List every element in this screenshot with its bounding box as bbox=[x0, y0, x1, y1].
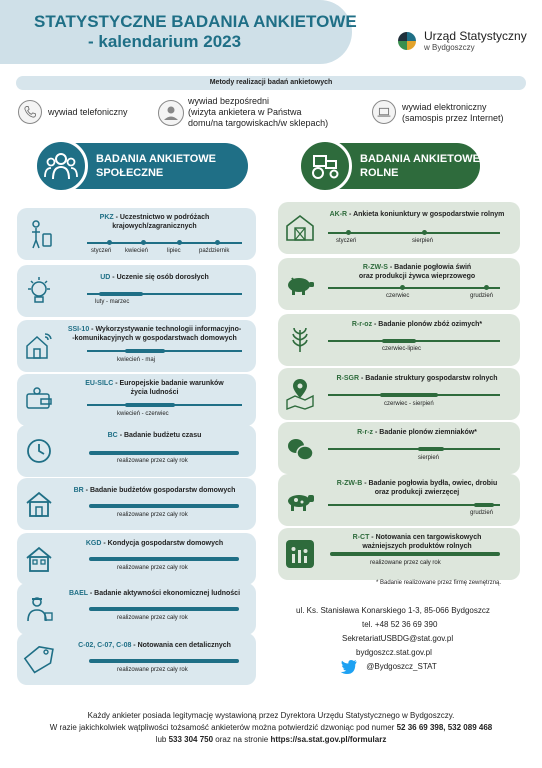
timeline-label: lipiec bbox=[167, 248, 181, 254]
title-line2: - kalendarium 2023 bbox=[88, 32, 242, 51]
survey-code: AK-R bbox=[329, 211, 348, 218]
contact-block bbox=[296, 604, 490, 660]
map-pin-icon bbox=[284, 378, 316, 410]
timeline-label: kwiecień - czerwiec bbox=[117, 411, 169, 417]
timeline-label: realizowane przez cały rok bbox=[117, 512, 188, 518]
survey-title-2: oraz produkcji zwierzęcej bbox=[374, 489, 460, 496]
timeline-period bbox=[418, 447, 444, 451]
wallet-icon bbox=[23, 384, 55, 416]
timeline-label: czerwiec - sierpień bbox=[384, 401, 434, 407]
cow-icon bbox=[284, 484, 316, 516]
survey-card-eusilc[interactable] bbox=[17, 374, 256, 426]
footer-verify-link[interactable]: https://sa.stat.gov.pl/formularz bbox=[270, 735, 387, 744]
survey-title-2: ważniejszych produktów rolnych bbox=[362, 543, 472, 550]
survey-code: SSI-10 bbox=[67, 326, 90, 333]
survey-code: R-ZW-S bbox=[362, 264, 388, 271]
survey-card-rzws[interactable] bbox=[278, 258, 520, 310]
survey-card-akr[interactable] bbox=[278, 202, 520, 254]
timeline-label: październik bbox=[199, 248, 230, 254]
clock-icon bbox=[23, 435, 55, 467]
survey-title: - Uczestnictwo w podróżach bbox=[113, 214, 210, 221]
survey-title-2: życia ludności bbox=[130, 389, 179, 396]
timeline-dot bbox=[177, 240, 182, 245]
survey-card-br[interactable] bbox=[17, 478, 256, 530]
method-direct-line3: domu/na targowiskach/w sklepach) bbox=[188, 118, 329, 128]
contact-phone[interactable]: tel. +48 52 36 69 390 bbox=[362, 620, 438, 629]
timeline-label: kwiecień bbox=[125, 248, 149, 254]
timeline-dot bbox=[215, 240, 220, 245]
footer-line3a: lub bbox=[155, 735, 169, 744]
wheat-icon bbox=[284, 324, 316, 356]
worker-icon bbox=[23, 593, 55, 625]
timeline-period bbox=[474, 503, 494, 507]
title-line1: STATYSTYCZNE BADANIA ANKIETOWE bbox=[34, 12, 357, 31]
method-direct-line1: wywiad bezpośredni bbox=[188, 96, 270, 106]
lightbulb-icon bbox=[23, 275, 55, 307]
timeline-period bbox=[89, 557, 239, 561]
logo[interactable] bbox=[396, 26, 536, 66]
survey-card-pkz[interactable] bbox=[17, 208, 256, 260]
phone-icon bbox=[18, 100, 42, 124]
timeline-label: grudzień bbox=[470, 293, 494, 299]
survey-code: PKZ bbox=[99, 214, 114, 221]
traveler-icon bbox=[23, 218, 55, 250]
survey-title-2: krajowych/zagranicznych bbox=[112, 223, 197, 230]
survey-card-rsgr[interactable] bbox=[278, 368, 520, 420]
survey-title: - Kondycja gospodarstw domowych bbox=[101, 540, 224, 547]
method-phone-label: wywiad telefoniczny bbox=[48, 107, 128, 117]
timeline-period bbox=[89, 659, 239, 663]
survey-code: UD bbox=[100, 274, 111, 281]
timeline-period bbox=[89, 607, 239, 611]
tractor-icon bbox=[298, 139, 352, 193]
house-icon bbox=[23, 488, 55, 520]
footer bbox=[10, 710, 532, 746]
survey-title: - Badanie pogłowia bydła, owiec, drobiu bbox=[362, 480, 498, 487]
logo-line2: w Bydgoszczy bbox=[424, 43, 475, 52]
timeline-label: kwiecień - maj bbox=[117, 357, 156, 363]
survey-title: - Badanie budżetu czasu bbox=[117, 432, 202, 439]
timeline-period bbox=[99, 292, 143, 296]
timeline-label: realizowane przez cały rok bbox=[370, 560, 441, 566]
category-social-line1: BADANIA ANKIETOWE bbox=[96, 153, 216, 165]
laptop-icon bbox=[372, 100, 396, 124]
timeline-label: sierpień bbox=[418, 455, 440, 461]
survey-card-ssi10[interactable] bbox=[17, 320, 256, 372]
timeline-label: styczeń bbox=[336, 238, 357, 244]
timeline-period bbox=[330, 552, 500, 556]
category-agri-line1: BADANIA ANKIETOWE bbox=[360, 153, 480, 165]
timeline-period bbox=[89, 504, 239, 508]
survey-card-rct[interactable] bbox=[278, 528, 520, 580]
survey-title: - Badanie plonów zbóż ozimych* bbox=[372, 321, 483, 328]
timeline-line bbox=[328, 232, 500, 234]
timeline-label: realizowane przez cały rok bbox=[117, 458, 188, 464]
category-social-line2: SPOŁECZNE bbox=[96, 167, 164, 179]
person-icon bbox=[158, 100, 184, 126]
smart-home-icon bbox=[23, 330, 55, 362]
timeline-period bbox=[125, 403, 175, 407]
survey-title: - Uczenie się osób dorosłych bbox=[110, 274, 209, 281]
methods-bar: Metody realizacji badań ankietowych bbox=[16, 76, 526, 90]
survey-title: - Badanie pogłowia świń bbox=[387, 264, 472, 271]
market-stats-icon bbox=[284, 538, 316, 570]
category-agri bbox=[302, 143, 480, 189]
survey-code: C-02, C-07, C-08 bbox=[78, 642, 132, 649]
timeline-period bbox=[382, 339, 416, 343]
footer-phone-numbers[interactable]: 52 36 69 398, 532 089 468 bbox=[396, 723, 493, 732]
timeline-dot bbox=[141, 240, 146, 245]
timeline-period bbox=[380, 393, 438, 397]
contact-address: ul. Ks. Stanisława Konarskiego 1-3, 85-066 Bydgoszcz bbox=[296, 606, 490, 615]
survey-card-c02[interactable] bbox=[17, 633, 256, 685]
survey-card-ud[interactable] bbox=[17, 265, 256, 317]
survey-title: - Badanie aktywności ekonomicznej ludności bbox=[87, 590, 241, 597]
survey-code: R-SGR bbox=[336, 375, 360, 382]
footer-line2a: W razie jakichkolwiek wątpliwości tożsamość ankieterów można potwierdzić dzwoniąc pod numer bbox=[49, 723, 397, 732]
timeline-label: czerwiec bbox=[386, 293, 410, 299]
timeline-dot bbox=[346, 230, 351, 235]
timeline-label: grudzień bbox=[470, 510, 494, 516]
timeline-label: sierpień bbox=[412, 238, 434, 244]
survey-code: BAEL bbox=[68, 590, 88, 597]
survey-title: - Notowania cen detalicznych bbox=[131, 642, 231, 649]
survey-title: - Badanie struktury gospodarstw rolnych bbox=[359, 375, 498, 382]
timeline-dot bbox=[107, 240, 112, 245]
survey-title: - Badanie plonów ziemniaków* bbox=[373, 429, 477, 436]
timeline-dot bbox=[422, 230, 427, 235]
timeline-label: realizowane przez cały rok bbox=[117, 565, 188, 571]
category-social bbox=[38, 143, 248, 189]
timeline-dot bbox=[400, 285, 405, 290]
survey-title: - Badanie budżetów gospodarstw domowych bbox=[83, 487, 236, 494]
survey-code: BR bbox=[73, 487, 84, 494]
method-direct-line2: (wizyta ankietera w Państwa bbox=[188, 107, 302, 117]
timeline-dot bbox=[484, 285, 489, 290]
us-logo-icon bbox=[396, 30, 418, 52]
potato-icon bbox=[284, 432, 316, 464]
survey-code: KGD bbox=[85, 540, 102, 547]
people-icon bbox=[34, 139, 88, 193]
footer-line3c: oraz na stronie bbox=[213, 735, 271, 744]
timeline-label: czerwiec-lipiec bbox=[382, 346, 422, 352]
timeline-label: luty - marzec bbox=[95, 299, 130, 305]
timeline-line bbox=[328, 448, 500, 450]
survey-code: R-ZW-B bbox=[336, 480, 363, 487]
survey-code: EU-SILC bbox=[85, 380, 114, 387]
pig-icon bbox=[284, 268, 316, 300]
survey-code: R-r-z bbox=[357, 429, 374, 436]
survey-card-rroz[interactable] bbox=[278, 314, 520, 366]
method-electronic-line2: (samospis przez Internet) bbox=[402, 113, 504, 123]
twitter-handle: @Bydgoszcz_STAT bbox=[366, 662, 437, 672]
timeline-label: realizowane przez cały rok bbox=[117, 615, 188, 621]
contact-email[interactable]: SekretariatUSBDG@stat.gov.pl bbox=[342, 634, 454, 643]
survey-card-bael[interactable] bbox=[17, 583, 256, 635]
survey-card-bc[interactable] bbox=[17, 425, 256, 477]
page-title bbox=[34, 12, 357, 52]
timeline-period bbox=[89, 451, 239, 455]
survey-code: R-CT bbox=[352, 534, 370, 541]
timeline-label: styczeń bbox=[91, 248, 112, 254]
timeline-label: realizowane przez cały rok bbox=[117, 667, 188, 673]
survey-card-rzwb[interactable] bbox=[278, 474, 520, 526]
survey-title: - Ankieta koniunktury w gospodarstwie rolnym bbox=[347, 211, 505, 218]
home-icon bbox=[23, 543, 55, 575]
timeline-line bbox=[328, 287, 500, 289]
footer-line1: Każdy ankieter posiada legitymację wystawioną przez Dyrektora Urzędu Statystycznego w Bydgoszczy. bbox=[87, 711, 455, 720]
survey-code: R-r-oz bbox=[351, 321, 373, 328]
survey-title: - Notowania cen targowiskowych bbox=[369, 534, 482, 541]
logo-line1: Urząd Statystyczny bbox=[424, 29, 527, 43]
survey-card-kgd[interactable] bbox=[17, 533, 256, 585]
twitter-icon bbox=[340, 660, 358, 674]
method-electronic-line1: wywiad elektroniczny bbox=[402, 102, 487, 112]
contact-web[interactable]: bydgoszcz.stat.gov.pl bbox=[356, 648, 432, 657]
footnote: * Badanie realizowane przez firmę zewnętrzną. bbox=[376, 580, 502, 586]
timeline-period bbox=[125, 349, 165, 353]
survey-title: - Wykorzystywanie technologii informacyjno- bbox=[89, 326, 242, 333]
price-tag-icon bbox=[23, 643, 55, 675]
survey-title-2: oraz produkcji żywca wieprzowego bbox=[358, 273, 476, 280]
footer-phone-extra[interactable]: 533 304 750 bbox=[168, 735, 214, 744]
category-agri-line2: ROLNE bbox=[360, 167, 399, 179]
barn-icon bbox=[284, 212, 316, 244]
survey-title: - Europejskie badanie warunków bbox=[113, 380, 224, 387]
survey-code: BC bbox=[107, 432, 118, 439]
survey-title-2: -komunikacyjnych w gospodarstwach domowych bbox=[72, 335, 237, 342]
survey-card-rrz[interactable] bbox=[278, 422, 520, 474]
twitter-link[interactable] bbox=[340, 660, 437, 674]
